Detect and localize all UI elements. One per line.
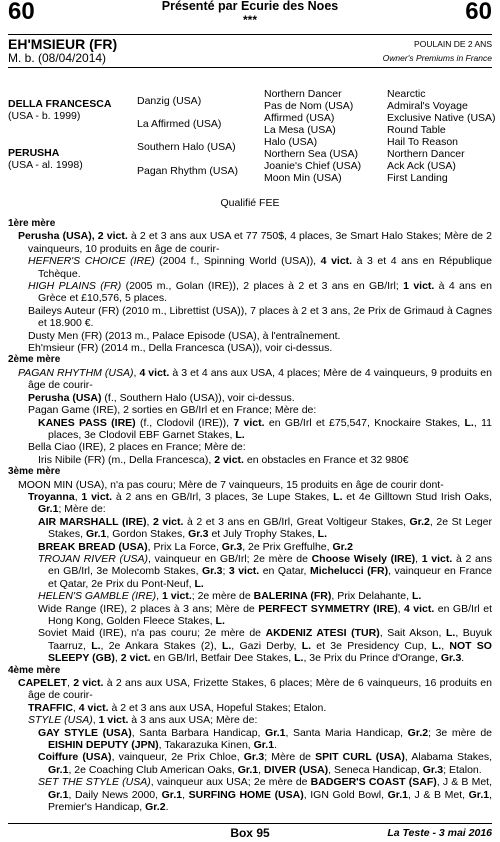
- ped-g2: Pagan Rhythm (USA): [137, 165, 238, 177]
- ped-g4: First Landing: [387, 172, 448, 184]
- text-run: .: [165, 801, 169, 814]
- text-run: ; Mère de: [264, 751, 316, 764]
- text-run: , Santa Barbara Handicap,: [131, 726, 266, 739]
- box-number: Box 95: [230, 826, 270, 840]
- ped-g4: Round Table: [387, 124, 446, 136]
- text-run: PAGAN RHYTHM (USA): [18, 366, 134, 379]
- pedigree-line: [8, 255, 492, 280]
- ped-g3: Pas de Nom (USA): [264, 100, 354, 112]
- pedigree-line: [8, 230, 492, 255]
- ped-g2: Danzig (USA): [137, 95, 202, 107]
- text-run: Gr.1: [253, 739, 275, 752]
- text-run: , vainqueur aux USA; 2e mère de: [150, 776, 311, 789]
- text-run: ; Mère de:: [58, 503, 106, 516]
- text-run: ,: [72, 701, 79, 714]
- pedigree-line: [8, 714, 492, 726]
- text-run: 3 vict.: [228, 565, 260, 578]
- text-run: et 3e Presidency Cup,: [311, 639, 432, 652]
- text-run: ,: [74, 490, 82, 503]
- text-run: GAY STYLE (USA): [38, 726, 132, 739]
- text-run: en Qatar,: [259, 565, 310, 578]
- text-run: en GB/Irl et £75,547, Knockaire Stakes,: [264, 416, 465, 429]
- text-run: , Daily News 2000,: [68, 788, 162, 801]
- lot-number-right: 60: [465, 0, 492, 25]
- text-run: à 3 et 4 ans aux USA, 4 places; Mère de 4 vainqueurs, 9 produits en âge de courir-: [28, 366, 492, 392]
- text-run: 2 vict.: [214, 453, 244, 466]
- text-run: en GB/Irl, Betfair Dee Stakes,: [150, 652, 295, 665]
- text-run: PERFECT SYMMETRY (IRE): [258, 602, 398, 615]
- horse-rule: [8, 67, 492, 68]
- ped-g4: Nearctic: [387, 88, 426, 100]
- pedigree-line: [8, 751, 492, 776]
- text-run: à 2 et 3 ans en GB/Irl, Great Voltigeur Stakes,: [183, 515, 410, 528]
- text-run: L.: [91, 639, 101, 652]
- pedigree-line: [8, 702, 492, 714]
- ped-g3: La Mesa (USA): [264, 124, 336, 136]
- ped-g3: Joanie's Chief (USA): [264, 160, 362, 172]
- ped-g3: Northern Sea (USA): [264, 148, 358, 160]
- text-run: Wide Range (IRE), 2 places à 3 ans; Mère de: [38, 602, 259, 615]
- text-run: Gr.3: [202, 565, 223, 578]
- text-run: , vainqueur en GB/Irl; 2e mère de: [148, 552, 312, 565]
- lot-number-left: 60: [8, 0, 35, 25]
- text-run: 4 vict.: [404, 602, 435, 615]
- pedigree-line: MOON MIN (USA), n'a pas couru; Mère de 7 vainqueurs, 15 produits en âge de courir dont-: [18, 478, 444, 491]
- text-run: , Gazi Derby,: [231, 639, 302, 652]
- text-run: 4 vict.: [139, 366, 170, 379]
- text-run: 1 vict.: [403, 280, 435, 293]
- ped-g3: Halo (USA): [264, 136, 318, 148]
- text-run: Gr.3: [422, 763, 444, 776]
- text-run: L.: [333, 490, 343, 503]
- pedigree-line: [8, 280, 492, 305]
- text-run: à 3 et 4 ans en République Tchèque.: [38, 255, 492, 280]
- text-run: ,: [92, 714, 99, 727]
- text-run: ,: [397, 602, 404, 615]
- text-run: TRAFFIC: [28, 701, 73, 714]
- text-run: CAPELET: [18, 677, 68, 690]
- text-run: 1 vict.: [161, 590, 192, 603]
- text-run: 4 vict.: [320, 255, 353, 268]
- text-run: SPIT CURL (USA): [315, 751, 405, 764]
- header: [0, 0, 500, 32]
- text-run: L.: [221, 639, 232, 652]
- text-run: , Sait Akson,: [379, 627, 446, 640]
- text-run: , 2e Prix Greffulhe,: [242, 540, 333, 553]
- footer-rule: [8, 823, 492, 824]
- text-run: .: [461, 652, 465, 665]
- text-run: Gr.1: [237, 763, 259, 776]
- pedigree-line: [8, 516, 492, 541]
- text-run: , Takarazuka Kinen,: [158, 739, 254, 752]
- text-run: STYLE (USA): [28, 714, 93, 727]
- text-run: et July Trophy Stakes,: [208, 528, 318, 541]
- text-run: Gr.1: [161, 788, 183, 801]
- pedigree-line: [8, 491, 492, 516]
- text-run: L.: [317, 528, 328, 541]
- text-run: 1 vict.: [421, 552, 453, 565]
- catalogue-body: [8, 218, 492, 814]
- sale-date: La Teste - 3 mai 2016: [387, 827, 492, 839]
- text-run: ;: [222, 565, 229, 578]
- pedigree-line: Baileys Auteur (FR) (2010 m., Librettist (USA)), 7 places à 2 et 3 ans, 2e Prix de Grimaud à Cagnes et 18.900 €.: [28, 304, 492, 330]
- text-run: , vainqueur en France et Qatar, 2e Prix du Pont-Neuf,: [48, 565, 492, 590]
- text-run: 7 vict.: [233, 416, 265, 429]
- text-run: Gr.1: [48, 788, 69, 801]
- text-run: AKDENIZ ATESI (TUR): [265, 627, 380, 640]
- text-run: Perusha (USA): [28, 391, 102, 404]
- text-run: ; 2e mère de: [191, 590, 254, 603]
- text-run: (f., Clodovil (IRE)),: [135, 416, 234, 429]
- pedigree-line: [8, 627, 492, 664]
- text-run: , 11 places, 3e Clodovil EBF Garnet Stakes,: [48, 416, 492, 441]
- header-rule: [8, 34, 492, 35]
- text-run: L.: [301, 639, 312, 652]
- text-run: Gr.2: [409, 515, 430, 528]
- ped-g3: Northern Dancer: [264, 88, 342, 100]
- text-run: ,: [156, 590, 162, 603]
- text-run: ,: [182, 788, 189, 801]
- horse-name: EH'MSIEUR (FR): [8, 36, 118, 52]
- text-run: , 2e Ankara Stakes (2),: [100, 639, 222, 652]
- text-run: à 4 ans en Grèce et £10,576, 5 places.: [38, 280, 492, 305]
- text-run: Iris Nibile (FR) (m., Della Francesca),: [38, 453, 215, 466]
- pedigree-line: [8, 727, 492, 752]
- text-run: 2 vict.: [73, 677, 104, 690]
- text-run: ,: [146, 515, 153, 528]
- text-run: L.: [445, 627, 456, 640]
- pedigree-line: Pagan Game (IRE), 2 sorties en GB/Irl et en France; Mère de:: [28, 404, 317, 417]
- text-run: L.: [294, 652, 304, 665]
- ped-g4: Northern Dancer: [387, 148, 465, 160]
- text-run: , Santa Maria Handicap,: [285, 726, 408, 739]
- ped-g4: Ack Ack (USA): [387, 160, 456, 172]
- text-run: , Gordon Stakes,: [106, 528, 189, 541]
- pedigree-line: [8, 677, 492, 702]
- text-run: , J & B Met,: [436, 776, 492, 789]
- dam-name: PERUSHA: [8, 147, 60, 159]
- text-run: 2 vict.: [120, 652, 151, 665]
- text-run: , Seneca Handicap,: [328, 763, 423, 776]
- text-run: , Prix Delahante,: [331, 590, 412, 603]
- text-run: , Alabama Stakes,: [404, 751, 493, 764]
- text-run: Michelucci (FR): [309, 565, 389, 578]
- text-run: à 2 et 3 ans aux USA, Hopeful Stakes; Etalon.: [108, 701, 327, 714]
- pedigree-line: [8, 392, 492, 404]
- text-run: Coiffure (USA): [38, 751, 112, 764]
- text-run: 4 vict.: [78, 701, 109, 714]
- pedigree-line: [8, 367, 492, 392]
- text-run: , 2e Coaching Club American Oaks,: [68, 763, 238, 776]
- text-run: Gr.3: [221, 540, 243, 553]
- ped-g4: Admiral's Voyage: [387, 100, 468, 112]
- text-run: (2004 f., Spinning World (USA)),: [154, 255, 321, 268]
- consignor-stars: ***: [242, 13, 257, 27]
- text-run: , vainqueur, 2e Prix Chloe,: [111, 751, 244, 764]
- text-run: ,: [133, 366, 140, 379]
- text-run: à 2 ans aux USA, Frizette Stakes, 6 places; Mère de 6 vainqueurs, 16 produits en âge de courir-: [28, 677, 492, 702]
- text-run: , IGN Gold Bowl,: [303, 788, 388, 801]
- text-run: , Prix La Force,: [147, 540, 222, 553]
- pedigree-line: [8, 454, 492, 466]
- text-run: Gr.3: [188, 528, 209, 541]
- pedigree-line: [8, 603, 492, 628]
- horse-info: M. b. (08/04/2014): [8, 51, 107, 65]
- text-run: Gr.2: [407, 726, 429, 739]
- text-run: ,: [67, 677, 74, 690]
- text-run: BALERINA (FR): [253, 590, 332, 603]
- text-run: Gr.2: [332, 540, 353, 553]
- text-run: Gr.1: [387, 788, 409, 801]
- sire-name: DELLA FRANCESCA: [8, 98, 112, 110]
- text-run: Gr.3: [440, 652, 462, 665]
- text-run: ,: [258, 763, 264, 776]
- text-run: ; Etalon.: [443, 763, 482, 776]
- text-run: SURFING HOME (USA): [188, 788, 304, 801]
- text-run: à 2 ans en GB/Irl, 3e Molecomb Stakes,: [48, 552, 492, 578]
- text-run: SET THE STYLE (USA): [38, 776, 151, 789]
- ped-g4: Exclusive Native (USA): [387, 112, 496, 124]
- text-run: ,: [114, 652, 121, 665]
- text-run: 2 vict.: [152, 515, 184, 528]
- dam-info: (USA - al. 1998): [8, 159, 83, 171]
- text-run: Gr.2: [145, 801, 166, 814]
- text-run: , Premier's Handicap,: [48, 788, 492, 814]
- text-run: AIR MARSHALL (IRE): [38, 515, 147, 528]
- text-run: BADGER'S COAST (SAF): [310, 776, 437, 789]
- ped-g3: Moon Min (USA): [264, 172, 342, 184]
- consignor-title: Présenté par Ecurie des Noes: [161, 0, 339, 13]
- section-heading: 2ème mère: [8, 354, 61, 366]
- horse-sex: POULAIN DE 2 ANS: [414, 39, 492, 49]
- pedigree-line: Bella Ciao (IRE), 2 places en France; Mère de:: [28, 441, 246, 454]
- pedigree-line: [8, 553, 492, 590]
- text-run: à 2 ans en GB/Irl, 3 places, 3e Lupe Stakes,: [112, 490, 334, 503]
- text-run: Perusha (USA), 2 vict.: [18, 230, 128, 243]
- text-run: en GB/Irl et Hong Kong, Golden Fleece Stakes,: [48, 602, 492, 627]
- ped-g2: La Affirmed (USA): [137, 118, 222, 130]
- pedigree-line: Eh'msieur (FR) (2014 m., Della Francesca (USA)), voir ci-dessus.: [28, 342, 333, 355]
- text-run: à 3 ans aux USA; Mère de:: [128, 714, 258, 727]
- text-run: ; 3e mère de: [428, 726, 493, 739]
- text-run: Gr.1: [265, 726, 286, 739]
- text-run: , 3e Prix du Prince d'Orange,: [303, 652, 441, 665]
- text-run: , 2e St Leger Stakes,: [48, 515, 492, 541]
- text-run: HELEN'S GAMBLE (IRE): [38, 590, 157, 603]
- text-run: ,: [441, 639, 450, 652]
- text-run: Choose Wisely (IRE): [311, 552, 416, 565]
- text-run: L.: [194, 577, 204, 590]
- text-run: L.: [215, 615, 225, 627]
- text-run: L.: [431, 639, 442, 652]
- section-heading: 4ème mère: [8, 664, 61, 676]
- text-run: , Buyuk Taarruz,: [48, 627, 492, 652]
- text-run: L.: [235, 428, 245, 441]
- text-run: et 4e Gilltown Stud Irish Oaks,: [342, 490, 492, 503]
- text-run: BREAK BREAD (USA): [38, 540, 148, 553]
- text-run: TROJAN RIVER (USA): [38, 552, 149, 565]
- pedigree-line: [8, 776, 492, 813]
- text-run: Gr.1: [85, 528, 107, 541]
- text-run: .: [274, 739, 277, 752]
- pedigree-line: [8, 541, 492, 553]
- text-run: , J & B Met,: [408, 788, 469, 801]
- text-run: L.: [411, 590, 422, 603]
- text-run: HIGH PLAINS (FR): [28, 280, 122, 293]
- text-run: Soviet Maid (IRE), n'a pas couru; 2e mère de: [38, 627, 266, 640]
- section-heading: 1ère mère: [8, 218, 56, 229]
- text-run: (f., Southern Halo (USA)), voir ci-dessus.: [101, 391, 295, 404]
- text-run: DIVER (USA): [263, 763, 329, 776]
- text-run: à 2 et 3 ans aux USA et 77 750$, 4 places, 3e Smart Halo Stakes; Mère de 2 vainqueurs, 10 produits en âge de courir-: [28, 230, 492, 255]
- owner-premiums: Owner's Premiums in France: [382, 53, 492, 63]
- qualified-note: Qualifié FEE: [220, 197, 280, 209]
- text-run: NOT SO SLEEPY (GB): [48, 639, 492, 665]
- pedigree-line: [8, 417, 492, 442]
- text-run: Gr.1: [38, 503, 59, 516]
- text-run: HEFNER'S CHOICE (IRE): [28, 255, 155, 268]
- sire-info: (USA - b. 1999): [8, 110, 81, 122]
- text-run: Gr.1: [468, 788, 490, 801]
- text-run: KANES PASS (IRE): [38, 416, 136, 429]
- ped-g4: Hail To Reason: [387, 136, 459, 148]
- section-heading: 3ème mère: [8, 466, 61, 478]
- text-run: Gr.3: [243, 751, 265, 764]
- ped-g2: Southern Halo (USA): [137, 141, 236, 153]
- text-run: L.: [464, 416, 474, 429]
- text-run: 1 vict.: [98, 714, 129, 727]
- pedigree-line: Dusty Men (FR) (2013 m., Palace Episode (USA), à l'entraînement.: [28, 329, 341, 342]
- text-run: Gr.1: [48, 763, 69, 776]
- text-run: EISHIN DEPUTY (JPN): [48, 739, 159, 752]
- pedigree-line: [8, 590, 492, 602]
- text-run: (2005 m., Golan (IRE)), 2 places à 2 et 3 ans en GB/Irl;: [121, 280, 404, 293]
- ped-g3: Affirmed (USA): [264, 112, 335, 124]
- text-run: ,: [415, 552, 422, 565]
- text-run: en obstacles en France et 32 980€: [243, 453, 409, 466]
- text-run: Troyanna: [28, 490, 75, 503]
- text-run: 1 vict.: [81, 490, 113, 503]
